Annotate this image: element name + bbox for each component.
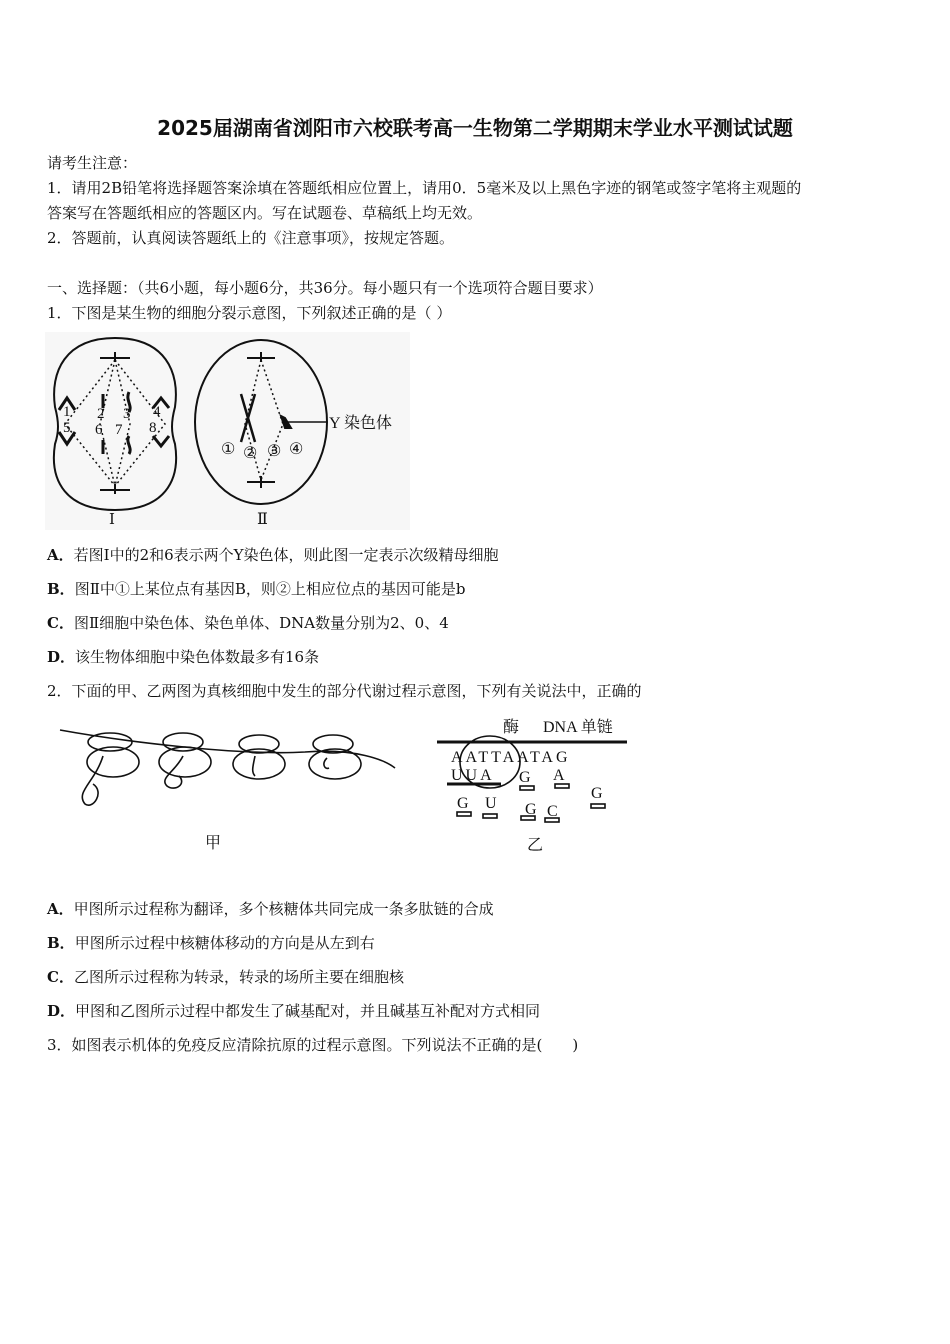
page-title: 2025届湖南省浏阳市六校联考高一生物第二学期期末学业水平测试试题 (157, 116, 793, 140)
q1-option-c[interactable]: C．图Ⅱ细胞中染色体、染色单体、DNA数量分别为2、0、4 (47, 614, 449, 632)
q2-option-b[interactable]: B．甲图所示过程中核糖体移动的方向是从左到右 (47, 934, 375, 952)
free-base-7: G (591, 785, 603, 802)
rna-sequence: UUA (451, 767, 495, 784)
figure-yi-label: 乙 (527, 837, 544, 854)
notice-heading: 请考生注意： (47, 154, 138, 172)
translation-diagram (60, 730, 395, 805)
notice-item-2: 2．答题前，认真阅读答题纸上的《注意事项》，按规定答题。 (47, 229, 455, 247)
chrom-label-3: 3 (123, 406, 131, 422)
circled-label-3: ③ (267, 443, 282, 460)
chrom-label-8: 8 (149, 420, 157, 436)
y-chromosome-label: Y 染色体 (329, 415, 392, 432)
cell-division-figure (45, 332, 410, 530)
free-base-4: U (485, 795, 497, 812)
notice-item-1-line-2: 答案写在答题纸相应的答题区内。写在试题卷、草稿纸上均无效。 (47, 204, 483, 222)
q2-option-c[interactable]: C．乙图所示过程称为转录，转录的场所主要在细胞核 (47, 968, 404, 986)
q2-option-a[interactable]: A．甲图所示过程称为翻译，多个核糖体共同完成一条多肽链的合成 (47, 900, 494, 918)
free-base-6: C (547, 803, 558, 820)
cell-II-label: Ⅱ (257, 511, 268, 528)
q1-option-a[interactable]: A．若图Ⅰ中的2和6表示两个Y染色体，则此图一定表示次级精母细胞 (47, 546, 499, 564)
cell-I-label: Ⅰ (109, 512, 115, 528)
question-2-stem: 2．下面的甲、乙两图为真核细胞中发生的部分代谢过程示意图，下列有关说法中，正确的 (47, 682, 642, 700)
chrom-label-6: 6 (95, 422, 103, 438)
chrom-label-5: 5 (63, 420, 71, 436)
free-base-5: G (525, 801, 537, 818)
chrom-label-4: 4 (153, 404, 161, 420)
circled-label-1: ① (221, 441, 236, 458)
enzyme-label: 酶 (503, 719, 520, 736)
chrom-label-7: 7 (115, 422, 123, 438)
circled-label-2: ② (243, 445, 258, 462)
section-heading: 一、选择题：（共6小题，每小题6分，共36分。每小题只有一个选项符合题目要求） (47, 279, 603, 297)
free-base-2: A (553, 767, 565, 784)
q2-option-d[interactable]: D．甲图和乙图所示过程中都发生了碱基配对，并且碱基互补配对方式相同 (47, 1002, 541, 1020)
chrom-label-2: 2 (97, 406, 105, 422)
free-base-1: G (519, 769, 531, 786)
notice-item-1-line-1: 1．请用2B铅笔将选择题答案涂填在答题纸相应位置上，请用0．5毫米及以上黑色字迹的钢笔或签字笔将主观题的 (47, 179, 802, 197)
dna-strand-label: DNA 单链 (543, 719, 613, 736)
question-3-stem: 3．如图表示机体的免疫反应清除抗原的过程示意图。下列说法不正确的是( ) (47, 1036, 579, 1054)
q1-option-b[interactable]: B．图Ⅱ中①上某位点有基因B，则②上相应位点的基因可能是b (47, 580, 466, 598)
circled-label-4: ④ (289, 441, 304, 458)
question-1-stem: 1．下图是某生物的细胞分裂示意图，下列叙述正确的是（ ） (47, 304, 452, 322)
free-base-3: G (457, 795, 469, 812)
translation-transcription-figure (55, 712, 645, 862)
figure-jia-label: 甲 (205, 835, 222, 852)
dna-sequence: AATTAATAG (451, 749, 571, 766)
q1-option-d[interactable]: D．该生物体细胞中染色体数最多有16条 (47, 648, 320, 666)
chrom-label-1: 1 (63, 404, 71, 420)
